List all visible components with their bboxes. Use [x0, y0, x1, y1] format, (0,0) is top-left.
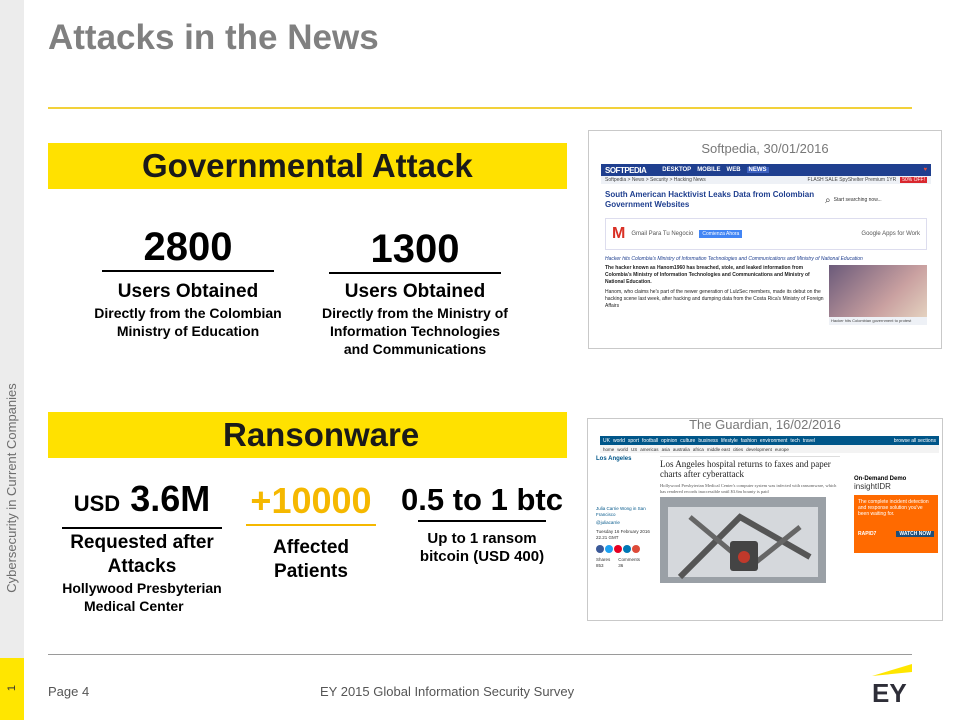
softpedia-article-photo — [829, 265, 927, 325]
guardian-nav-item[interactable]: environment — [759, 437, 788, 444]
softpedia-body-para: Hanom, who claims he's part of the newer generation of LulzSec members, made its debut on the hacking scene last week, after hacking and dumping data from the Costa Rica's Ministry of Foreign Affairs — [605, 289, 824, 309]
stat-underline — [418, 520, 546, 522]
stat-desc-line: Directly from the Ministry of — [322, 305, 508, 321]
softpedia-ad-banner[interactable] — [605, 218, 927, 250]
guardian-nav-item[interactable]: sport — [627, 437, 640, 444]
stat-underline — [102, 270, 274, 272]
stat-desc-line: Directly from the Colombian — [94, 305, 282, 321]
stat-value-row — [48, 476, 236, 527]
guardian-subnav — [600, 445, 939, 453]
softpedia-lede: Hacker hits Colombia's Ministry of Information Technologies and Communications and Ministry of National Education — [605, 256, 863, 262]
guardian-nav-item[interactable]: world — [612, 437, 625, 444]
softpedia-topbar — [601, 164, 931, 176]
softpedia-photo-caption: Hacker hits Colombian government to protest — [829, 317, 927, 325]
ransomware-banner-label: Ransonware — [223, 416, 420, 453]
gmail-icon: M — [612, 225, 626, 242]
guardian-headline[interactable]: Los Angeles hospital returns to faxes and paper charts after cyberattack — [660, 456, 840, 479]
guardian-twitter[interactable]: @juliacarrie — [596, 520, 620, 525]
stat-underline — [62, 527, 222, 529]
pinterest-icon[interactable] — [614, 545, 622, 553]
guardian-subnav-item[interactable]: cities — [732, 446, 744, 452]
guardian-nav-all[interactable]: browse all sections — [893, 437, 936, 444]
guardian-subnav-item[interactable]: africa — [692, 446, 704, 452]
guardian-ad-button[interactable]: WATCH NOW — [896, 531, 934, 537]
softpedia-promo: FLASH SALE SpyShelter Premium 1YR — [807, 177, 897, 183]
softpedia-headline[interactable]: South American Hacktivist Leaks Data from Colombian Government Websites — [605, 190, 815, 209]
search-icon: ⌕ — [825, 194, 831, 206]
guardian-subnav-item[interactable]: home — [603, 446, 615, 452]
sidebar-label: Cybersecurity in Current Companies — [4, 383, 19, 593]
softpedia-nav-item[interactable]: WEB — [726, 167, 741, 173]
footer-page-number: Page 4 — [48, 684, 90, 699]
guardian-main-column — [660, 456, 840, 583]
softpedia-caption: Softpedia, 30/01/2016 — [701, 141, 829, 156]
stat-value: 2800 — [143, 225, 233, 269]
stat-value: 1300 — [370, 227, 460, 271]
guardian-subnav-item[interactable]: americas — [640, 446, 659, 452]
facebook-icon[interactable] — [596, 545, 604, 553]
softpedia-nav-item[interactable]: MOBILE — [697, 167, 721, 173]
stat-ministry-ict — [300, 226, 530, 358]
softpedia-body-row — [605, 265, 927, 325]
guardian-counts — [596, 557, 656, 569]
googleplus-icon[interactable] — [632, 545, 640, 553]
guardian-nav-item[interactable]: business — [698, 437, 719, 444]
ey-logo-beam — [872, 664, 912, 676]
softpedia-body-para: The hacker known as Hanom1960 has breached, stole, and leaked information from Colombia's Ministry of Information Technologies and Communications and Ministry of National Education. — [605, 265, 810, 285]
stat-label-line: Attacks — [107, 556, 177, 577]
guardian-navbar — [600, 436, 939, 445]
guardian-share-buttons — [596, 545, 656, 553]
guardian-nav-item[interactable]: tech — [790, 437, 800, 444]
stat-desc-line: Information Technologies — [329, 323, 501, 339]
ransomware-banner — [48, 412, 567, 458]
stat-desc-line: Ministry of Education — [116, 323, 260, 339]
shares-label: Shares — [596, 557, 611, 562]
government-banner — [48, 143, 567, 189]
stat-prefix: USD — [73, 491, 121, 516]
stat-desc-line: bitcoin (USD 400) — [419, 548, 545, 565]
guardian-nav-item[interactable]: fashion — [740, 437, 757, 444]
guardian-caption: The Guardian, 16/02/2016 — [689, 418, 841, 432]
guardian-ad-title: On-Demand Demo — [854, 476, 907, 482]
skull-icon — [738, 551, 750, 563]
guardian-ad-footer — [858, 531, 934, 537]
softpedia-ad-button[interactable]: Comienza Ahora — [699, 230, 742, 238]
guardian-left-column — [596, 456, 656, 583]
softpedia-nav-item[interactable]: NEWS — [748, 167, 767, 173]
softpedia-header-row — [605, 190, 927, 210]
stat-label: Users Obtained — [344, 281, 486, 302]
guardian-comments[interactable] — [618, 557, 640, 569]
softpedia-search[interactable] — [825, 190, 927, 210]
shares-count: 853 — [596, 563, 604, 568]
stat-desc-line: Hollywood Presbyterian — [62, 580, 222, 596]
guardian-nav-item[interactable]: UK — [603, 437, 610, 444]
guardian-subnav-item[interactable]: australia — [672, 446, 690, 452]
heart-icon: ♥ — [923, 167, 927, 173]
softpedia-nav-item[interactable]: DESKTOP — [662, 167, 692, 173]
stat-ransom-amount — [48, 476, 236, 615]
linkedin-icon[interactable] — [623, 545, 631, 553]
softpedia-ad-text: Gmail Para Tu Negocio — [631, 231, 694, 237]
softpedia-search-input[interactable]: Start searching now... — [833, 197, 882, 203]
stat-label: Users Obtained — [117, 281, 259, 302]
softpedia-ad-brand: Google Apps for Work — [861, 231, 920, 237]
guardian-nav-item[interactable]: travel — [802, 437, 816, 444]
stat-underline — [329, 272, 501, 274]
guardian-subnav-item[interactable]: middle east — [706, 446, 730, 452]
guardian-shares — [596, 557, 610, 569]
footer-source: EY 2015 Global Information Security Survey — [320, 684, 575, 699]
stat-value: 0.5 to 1 btc — [401, 482, 563, 517]
sidebar-section-number: 1 — [6, 684, 18, 692]
stat-desc-line: and Communications — [343, 341, 487, 357]
guardian-subnav-item[interactable]: asia — [661, 446, 670, 452]
guardian-nav-item[interactable]: football — [642, 437, 659, 444]
guardian-ad-text: The complete incident detection and response solution you've been waiting for. — [858, 499, 929, 517]
guardian-ad-panel — [854, 495, 938, 553]
guardian-subnav-item[interactable]: europe — [774, 446, 789, 452]
stat-value: +10000 — [250, 480, 372, 521]
guardian-ad-logo: RAPID7 — [858, 531, 877, 537]
stat-bitcoin-ransom — [390, 480, 574, 566]
guardian-byline[interactable]: Julia Carrie Wong in San Francisco — [596, 506, 646, 517]
guardian-body-row — [596, 456, 938, 583]
guardian-standfirst: Hollywood Presbyterian Medical Center's computer system was infected with ransomware, which has rendered records inaccessible until $3.6m bounty is paid — [660, 483, 837, 494]
ey-logo-text: EY — [872, 678, 907, 706]
guardian-article-screenshot — [587, 418, 943, 621]
stat-desc-line: Up to 1 ransom — [427, 530, 537, 547]
stat-desc-line: Medical Center — [84, 598, 184, 614]
twitter-icon[interactable] — [605, 545, 613, 553]
ey-logo-icon — [868, 662, 912, 706]
stat-value: 3.6M — [130, 478, 211, 519]
guardian-lock-photo — [660, 497, 826, 583]
title-divider — [48, 107, 912, 109]
stat-affected-patients — [236, 478, 386, 584]
guardian-subnav-item[interactable]: US — [631, 446, 638, 452]
guardian-subnav-item[interactable]: development — [746, 446, 772, 452]
guardian-ad-brand: insightIDR — [854, 482, 891, 491]
stat-label-line: Affected — [272, 537, 349, 558]
government-banner-label: Governmental Attack — [142, 147, 473, 184]
page-title: Attacks in the News — [48, 18, 379, 57]
comments-count: 36 — [618, 563, 624, 568]
softpedia-promo-badge: 50% OFF! — [902, 177, 925, 183]
softpedia-body — [605, 265, 825, 325]
guardian-subnav-item[interactable]: world — [617, 446, 629, 452]
stat-label-line: Requested after — [70, 532, 214, 553]
softpedia-logo: SOFTPEDIA — [605, 165, 647, 175]
guardian-nav-item[interactable]: opinion — [661, 437, 678, 444]
guardian-nav-item[interactable]: lifestyle — [721, 437, 738, 444]
comments-label: Comments — [618, 557, 641, 562]
softpedia-subbar — [601, 176, 931, 184]
guardian-nav-item[interactable]: culture — [680, 437, 696, 444]
softpedia-article-screenshot — [588, 130, 942, 349]
stat-label-line: Patients — [274, 561, 348, 582]
softpedia-breadcrumb: Softpedia > News > Security > Hacking News — [605, 177, 706, 183]
guardian-section[interactable]: Los Angeles — [596, 456, 632, 462]
footer-divider — [48, 654, 912, 655]
stat-colombia-education — [88, 224, 288, 340]
stat-underline — [246, 524, 376, 526]
guardian-dateline: Tuesday 16 February 2016 22.21 GMT — [596, 529, 650, 540]
guardian-ad[interactable] — [854, 456, 938, 583]
